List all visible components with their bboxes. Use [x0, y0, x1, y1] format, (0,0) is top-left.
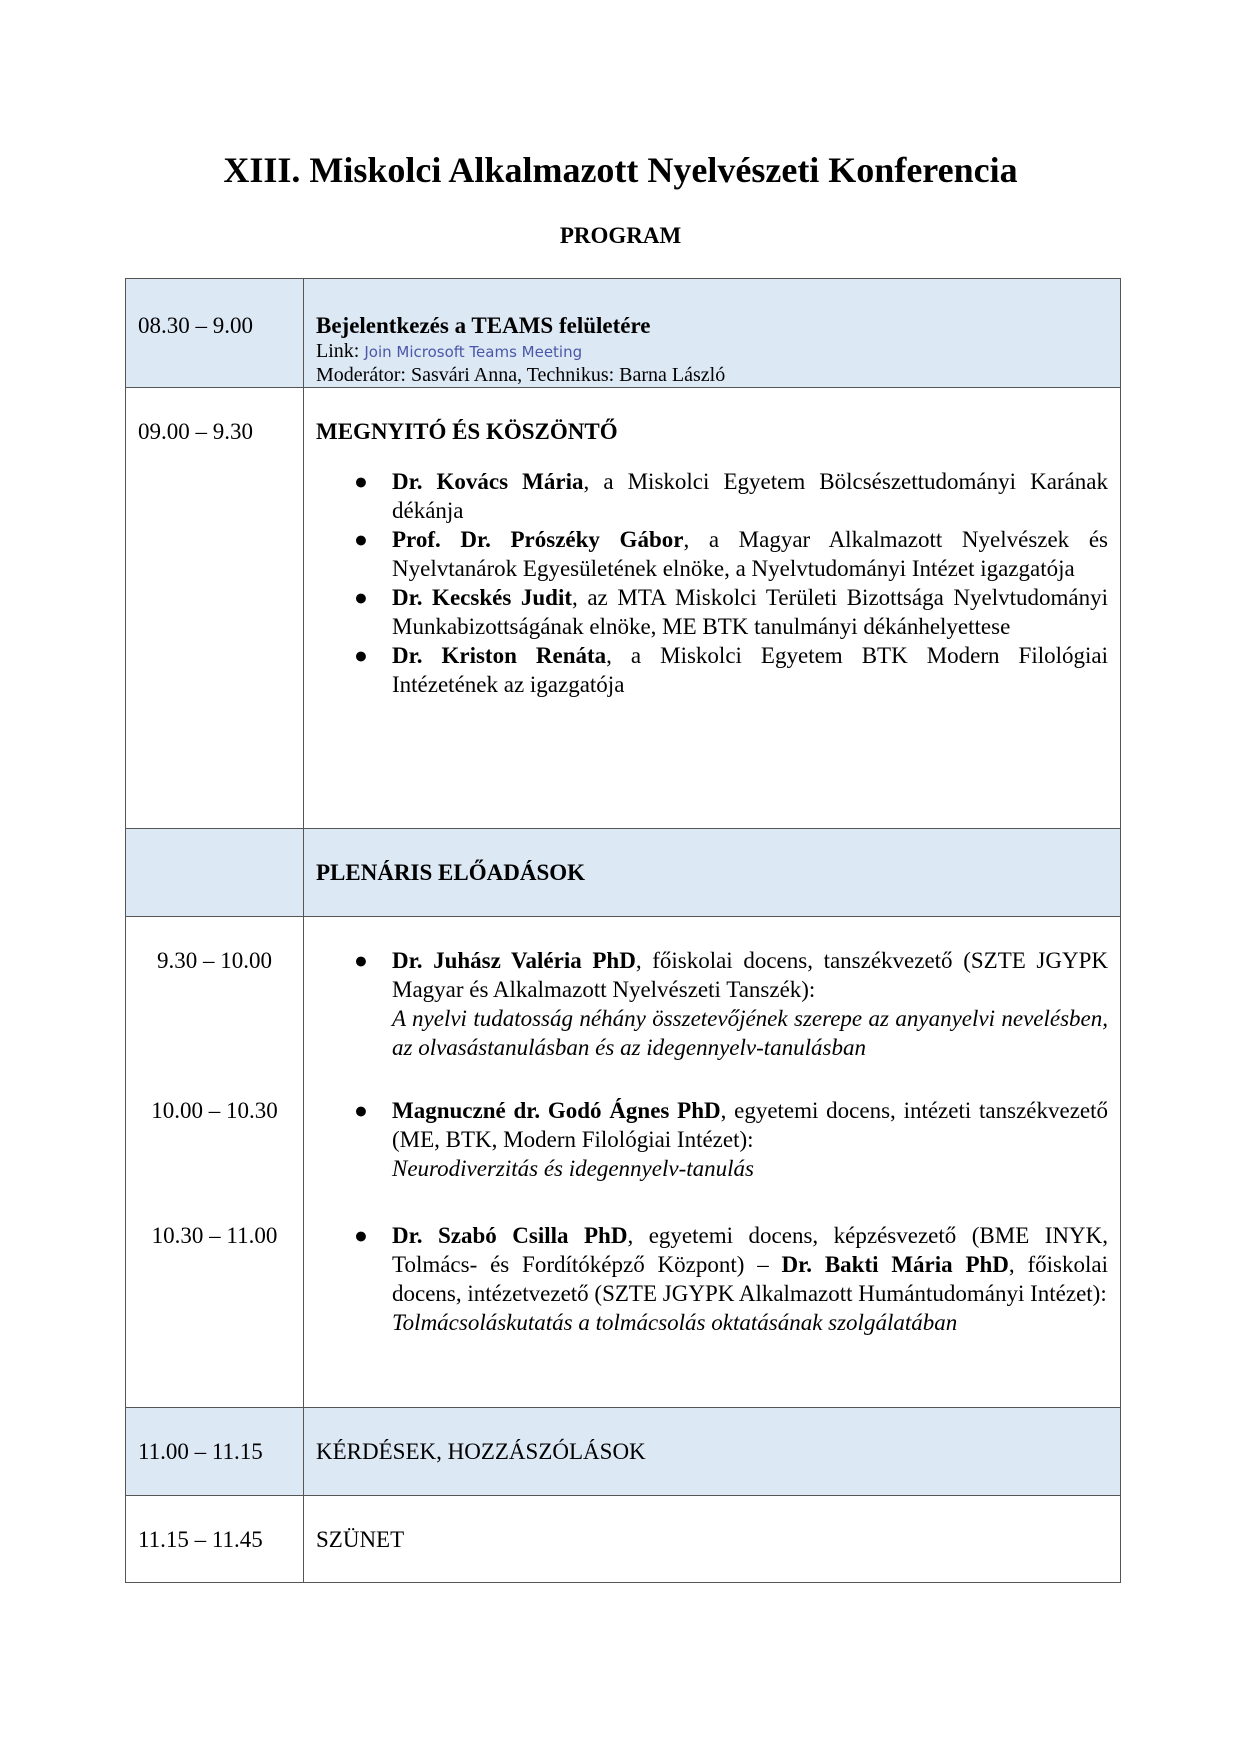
time-cell — [126, 1496, 304, 1583]
list-item — [316, 525, 1108, 583]
session-heading: Bejelentkezés a TEAMS felületére — [316, 313, 651, 338]
bullet-icon: ● — [354, 1098, 368, 1123]
time-cell — [126, 1408, 304, 1496]
program-row-opening — [126, 388, 1121, 829]
bullet-icon: ● — [354, 948, 368, 973]
link-line — [316, 340, 1108, 364]
time-label: 9.30 – 10.00 — [157, 948, 272, 973]
program-table — [125, 278, 1121, 1583]
speaker-role: , a Magyar Alkalmazott Nyelvészek és Nyelvtanárok Egyesületének elnöke, a Nyelvtudományi Intézet igazgatója — [392, 527, 1108, 581]
speaker-role: , a Miskolci Egyetem Bölcsészettudományi Karának dékánja — [392, 469, 1108, 523]
speaker-name: Dr. Kriston Renáta — [392, 643, 607, 668]
talk-title: Tolmácsoláskutatás a tolmácsolás oktatásának szolgálatában — [392, 1310, 958, 1335]
content-cell — [304, 388, 1121, 829]
content-cell — [304, 917, 1121, 1408]
list-item — [316, 467, 1108, 525]
list-item — [316, 946, 1108, 1096]
talk-list — [316, 946, 1108, 1337]
speaker-role: , a Miskolci Egyetem BTK Modern Filológiai Intézetének az igazgatója — [392, 643, 1108, 697]
speaker-affiliation: , főiskolai docens, tanszékvezető (SZTE JGYPK Magyar és Alkalmazott Nyelvészeti Tanszék): — [392, 948, 1108, 1002]
speaker-name: Dr. Juhász Valéria PhD — [392, 948, 636, 973]
bullet-icon: ● — [354, 1223, 368, 1248]
list-item — [316, 641, 1108, 699]
document-subtitle: PROGRAM — [559, 223, 682, 248]
speaker-list — [316, 467, 1108, 699]
time-label: 11.15 – 11.45 — [138, 1526, 263, 1552]
speaker-name: Dr. Bakti Mária PhD — [781, 1252, 1009, 1277]
speaker-name: Prof. Dr. Prószéky Gábor — [392, 527, 684, 552]
program-row-plenary-talks — [126, 917, 1121, 1408]
time-label: 11.00 – 11.15 — [138, 1439, 263, 1464]
list-item — [316, 1221, 1108, 1337]
time-cell — [126, 829, 304, 917]
content-cell — [304, 279, 1121, 388]
session-heading: SZÜNET — [316, 1526, 405, 1552]
talk-title: A nyelvi tudatosság néhány összetevőjének szerepe az anyanyelvi nevelésben, az olvasástanulásban és az idegennyelv-tanulásban — [392, 1006, 1108, 1060]
time-cell — [126, 388, 304, 829]
time-label: 09.00 – 9.30 — [138, 419, 253, 444]
speaker-name: Magnuczné dr. Godó Ágnes PhD — [392, 1098, 721, 1123]
speaker-name: Dr. Kecskés Judit — [392, 585, 572, 610]
speaker-name: Dr. Kovács Mária — [392, 469, 584, 494]
bullet-icon: ● — [354, 527, 368, 552]
bullet-icon: ● — [354, 643, 368, 668]
session-heading: KÉRDÉSEK, HOZZÁSZÓLÁSOK — [316, 1439, 646, 1464]
session-heading: MEGNYITÓ ÉS KÖSZÖNTŐ — [316, 419, 618, 444]
teams-meeting-link[interactable]: Join Microsoft Teams Meeting — [364, 343, 583, 361]
session-heading: PLENÁRIS ELŐADÁSOK — [316, 860, 586, 885]
time-label: 10.00 – 10.30 — [151, 1098, 278, 1123]
content-cell — [304, 1408, 1121, 1496]
document-title: XIII. Miskolci Alkalmazott Nyelvészeti Konferencia — [223, 150, 1018, 190]
program-row-questions — [126, 1408, 1121, 1496]
bullet-icon: ● — [354, 585, 368, 610]
speaker-affiliation: , egyetemi docens, intézeti tanszékvezető (ME, BTK, Modern Filológiai Intézet): — [392, 1098, 1108, 1152]
moderator-line: Moderátor: Sasvári Anna, Technikus: Barna László — [316, 364, 726, 386]
link-label: Link: — [316, 340, 365, 362]
speaker-role: , az MTA Miskolci Területi Bizottsága Nyelvtudományi Munkabizottságának elnöke, ME BTK tanulmányi dékánhelyettese — [392, 585, 1108, 639]
speaker-affiliation: , főiskolai docens, intézetvezető (SZTE JGYPK Alkalmazott Humántudományi Intézet): — [392, 1252, 1108, 1306]
speaker-affiliation: , egyetemi docens, képzésvezető (BME INYK, Tolmács- és Fordítóképző Központ) – — [392, 1223, 1109, 1277]
talk-title: Neurodiverzitás és idegennyelv-tanulás — [392, 1156, 754, 1181]
time-cell — [126, 917, 304, 1408]
bullet-icon: ● — [354, 469, 368, 494]
content-cell — [304, 829, 1121, 917]
list-item — [316, 1096, 1108, 1221]
time-label: 10.30 – 11.00 — [151, 1223, 278, 1248]
time-label: 08.30 – 9.00 — [138, 313, 253, 338]
list-item — [316, 583, 1108, 641]
program-row-login — [126, 279, 1121, 388]
program-row-plenary-header — [126, 829, 1121, 917]
program-row-break — [126, 1496, 1121, 1583]
content-cell — [304, 1496, 1121, 1583]
speaker-name: Dr. Szabó Csilla PhD — [392, 1223, 628, 1248]
time-cell — [126, 279, 304, 388]
